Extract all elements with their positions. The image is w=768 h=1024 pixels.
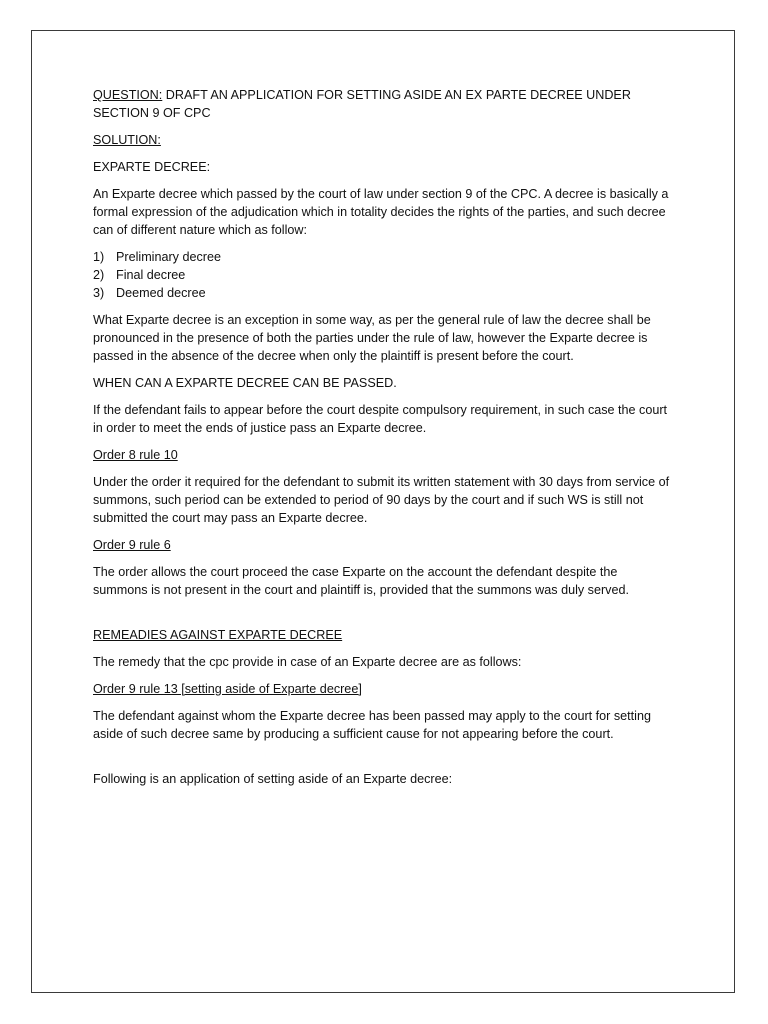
order9r6-heading: Order 9 rule 6 xyxy=(93,538,171,552)
when-paragraph: If the defendant fails to appear before the court despite compulsory requirement, in such case the court in order to meet the ends of justice pass an Exparte decree. xyxy=(93,403,668,435)
order8-paragraph: Under the order it required for the defendant to submit its written statement with 30 days from service of summons, such period can be extended to period of 90 days by the court and if such WS is still not submitted the court may pass an Exparte decree. xyxy=(93,475,670,525)
list-item-number: 2) xyxy=(93,268,105,282)
question-line xyxy=(93,86,675,122)
question-label: QUESTION: xyxy=(93,88,163,102)
order9r13-heading: Order 9 rule 13 [setting aside of Exparte decree] xyxy=(93,682,362,696)
intro-paragraph: An Exparte decree which passed by the court of law under section 9 of the CPC. A decree is basically a formal expression of the adjudication which in totality decides the rights of the parties, and such decree can of different nature which as follow: xyxy=(93,187,669,237)
list-item xyxy=(93,284,675,302)
list-item-label: Preliminary decree xyxy=(116,250,221,264)
solution-label: SOLUTION: xyxy=(93,133,161,147)
following-line: Following is an application of setting aside of an Exparte decree: xyxy=(93,772,453,786)
when-heading: WHEN CAN A EXPARTE DECREE CAN BE PASSED. xyxy=(93,376,397,390)
list-item-number: 1) xyxy=(93,250,105,264)
list-item-label: Deemed decree xyxy=(116,286,206,300)
document-body xyxy=(93,86,675,797)
spacer xyxy=(93,752,675,770)
order8-heading: Order 8 rule 10 xyxy=(93,448,178,462)
list-item-label: Final decree xyxy=(116,268,186,282)
exception-paragraph: What Exparte decree is an exception in some way, as per the general rule of law the decree shall be pronounced in the presence of both the parties under the rule of law, however the Exparte decree is passed in the absence of the decree when only the plaintiff is present before the court. xyxy=(93,313,651,363)
order9r6-paragraph: The order allows the court proceed the case Exparte on the account the defendant despite the summons is not present in the court and plaintiff is, provided that the summons was duly served. xyxy=(93,565,629,597)
decree-types-list xyxy=(93,248,675,302)
list-item xyxy=(93,248,675,266)
exparte-heading: EXPARTE DECREE: xyxy=(93,160,211,174)
remedies-paragraph: The remedy that the cpc provide in case of an Exparte decree are as follows: xyxy=(93,655,522,669)
list-item-number: 3) xyxy=(93,286,105,300)
question-text: DRAFT AN APPLICATION FOR SETTING ASIDE AN EX PARTE DECREE UNDER SECTION 9 OF CPC xyxy=(93,88,631,120)
remedies-heading: REMEADIES AGAINST EXPARTE DECREE xyxy=(93,628,343,642)
order9r13-paragraph: The defendant against whom the Exparte decree has been passed may apply to the court for setting aside of such decree same by producing a sufficient cause for not appearing before the court. xyxy=(93,709,651,741)
list-item xyxy=(93,266,675,284)
spacer xyxy=(93,608,675,626)
